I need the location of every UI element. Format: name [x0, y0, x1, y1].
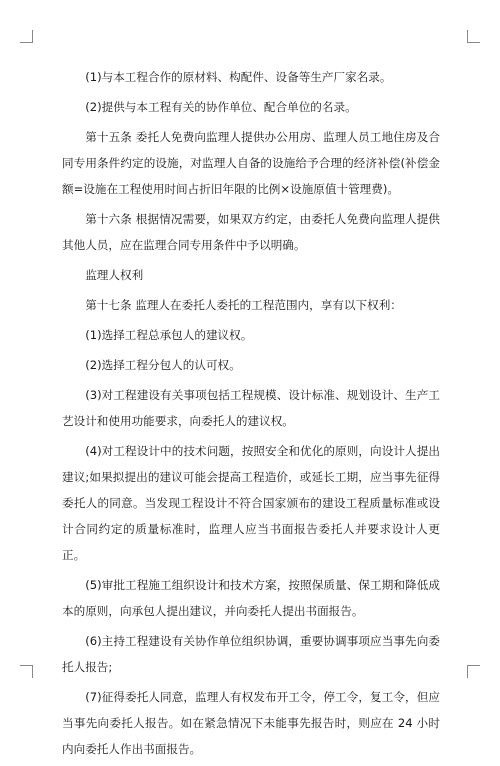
paragraph-right-6: (6)主持工程建设有关协作单位组织协调，重要协调事项应当事先向委托人报告;: [62, 634, 440, 674]
paragraph-item-1: (1)与本工程合作的原材料、构配件、设备等生产厂家名录。: [85, 70, 392, 84]
crop-mark-bottom-right: [467, 665, 480, 678]
paragraph-right-2: (2)选择工程分包人的认可权。: [85, 358, 241, 372]
paragraph-article-15: 第十五条 委托人免费向监理人提供办公用房、监理人员工地住房及合同专用条件约定的设施，对监理人自备的设施给予合理的经济补偿(补偿金额=设施在工程使用时间占折旧年限的比例×设施原值十管理费)。: [62, 130, 440, 196]
crop-mark-bottom-left: [20, 665, 33, 678]
paragraph-right-7: (7)征得委托人同意，监理人有权发布开工令，停工令，复工令，但应当事先向委托人报告。如在紧急情况下未能事先报告时，则应在 24 小时内向委托人作出书面报告。: [62, 690, 440, 756]
paragraph-item-2: (2)提供与本工程有关的协作单位、配合单位的名录。: [85, 100, 357, 114]
paragraph-article-17: 第十七条 监理人在委托人委托的工程范围内，享有以下权利：: [85, 298, 402, 312]
paragraph-article-16: 第十六条 根据情况需要，如果双方约定，由委托人免费向监理人提供其他人员，应在监理合同专用条件中予以明确。: [62, 212, 440, 252]
paragraph-right-1: (1)选择工程总承包人的建议权。: [85, 328, 253, 342]
section-heading: 监理人权利: [85, 268, 144, 282]
paragraph-right-3: (3)对工程建设有关事项包括工程规模、设计标准、规划设计、生产工艺设计和使用功能要求，向委托人的建议权。: [62, 388, 440, 428]
paragraph-right-4: (4)对工程设计中的技术问题，按照安全和优化的原则，向设计人提出建议;如果拟提出的建议可能会提高工程造价，或延长工期，应当事先征得委托人的同意。当发现工程设计不符合国家颁布的建设工程质量标准或设计合同约定的质量标准时，监理人应当书面报告委托人并要求设计人更正。: [62, 444, 440, 562]
crop-mark-top-right: [467, 30, 480, 43]
crop-mark-top-left: [20, 30, 33, 43]
paragraph-right-5: (5)审批工程施工组织设计和技术方案，按照保质量、保工期和降低成本的原则，向承包人提出建议，并向委托人提出书面报告。: [62, 578, 440, 618]
document-page: [62, 64, 440, 766]
